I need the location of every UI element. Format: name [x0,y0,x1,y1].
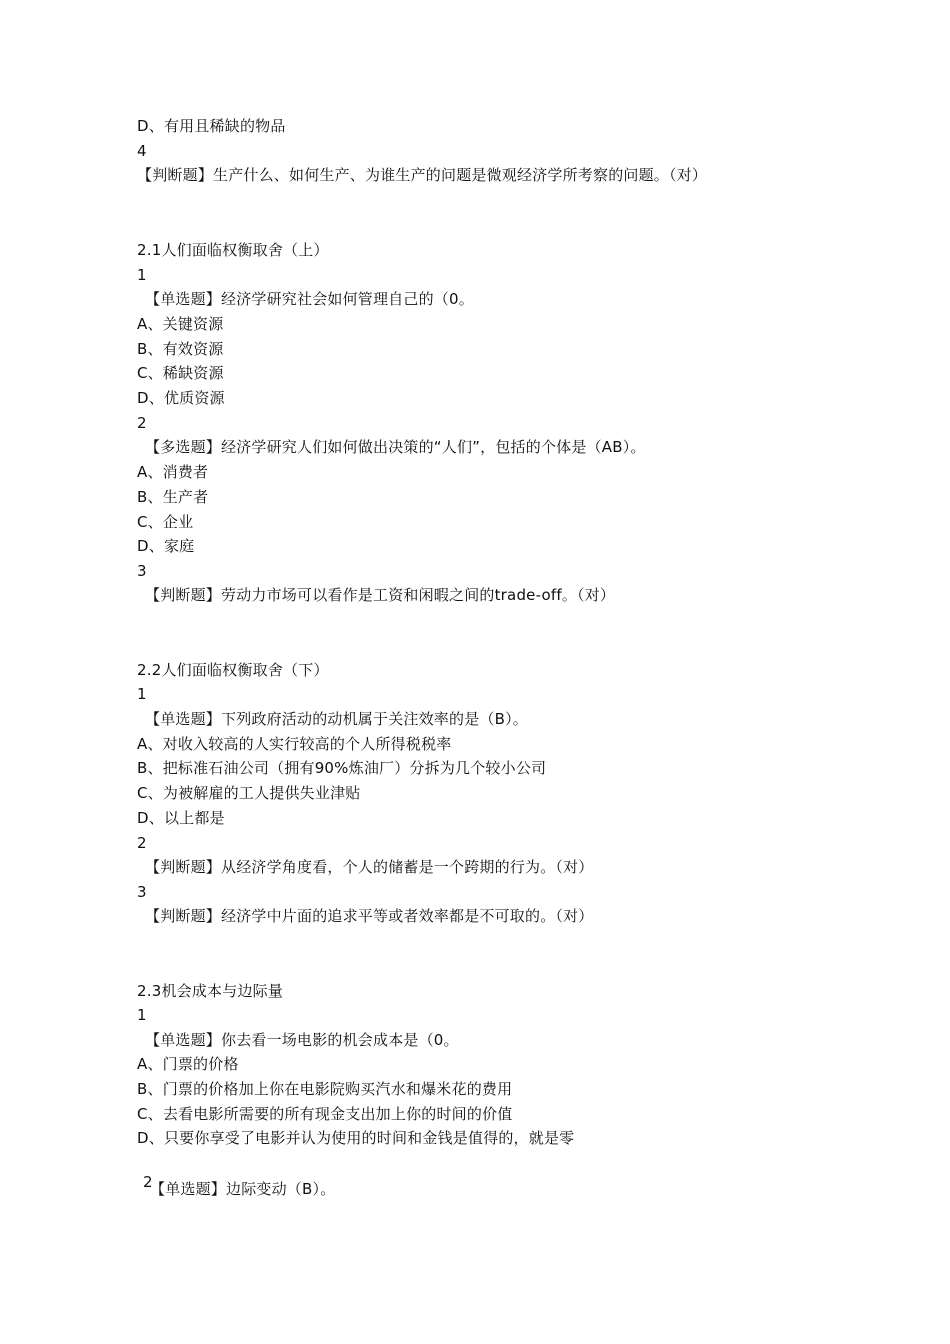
question-number: 2 [137,834,147,852]
section-title-2-3: 2.3机会成本与边际量 [137,982,284,1000]
option-line: D、以上都是 [137,809,225,827]
option-line: C、企业 [137,513,194,531]
single-choice-question: 【单选题】你去看一场电影的机会成本是（0。 [145,1031,459,1049]
question-number: 1 [137,685,147,703]
option-line: C、为被解雇的工人提供失业津贴 [137,784,361,802]
option-line: B、把标准石油公司（拥有90%炼油厂）分拆为几个较小公司 [137,759,547,777]
option-line: D、家庭 [137,537,195,555]
option-line: A、对收入较高的人实行较高的个人所得税税率 [137,735,452,753]
option-line: B、门票的价格加上你在电影院购买汽水和爆米花的费用 [137,1080,513,1098]
option-line: A、消费者 [137,463,209,481]
question-number: 3 [137,883,147,901]
option-line: B、有效资源 [137,340,224,358]
option-line: D、优质资源 [137,389,225,407]
option-d-line: D、有用且稀缺的物品 [137,117,286,135]
judgment-question: 【判断题】从经济学角度看，个人的储蓄是一个跨期的行为。（对） [145,858,594,876]
single-choice-question: 【单选题】经济学研究社会如何管理自己的（0。 [145,290,474,308]
judgment-question: 【判断题】经济学中片面的追求平等或者效率都是不可取的。（对） [145,907,594,925]
option-line: B、生产者 [137,488,209,506]
single-choice-question: 【单选题】边际变动（B）。 [150,1180,336,1198]
question-number: 2 [143,1173,153,1191]
question-number: 2 [137,414,147,432]
option-line: A、关键资源 [137,315,224,333]
question-number: 3 [137,562,147,580]
option-line: D、只要你享受了电影并认为使用的时间和金钱是值得的，就是零 [137,1129,575,1147]
option-line: C、去看电影所需要的所有现金支出加上你的时间的价值 [137,1105,513,1123]
section-title-2-2: 2.2人们面临权衡取舍（下） [137,661,329,679]
section-title-2-1: 2.1人们面临权衡取舍（上） [137,241,329,259]
judgment-question: 【判断题】生产什么、如何生产、为谁生产的问题是微观经济学所考察的问题。（对） [137,166,708,184]
question-number: 1 [137,1006,147,1024]
question-number: 1 [137,266,147,284]
single-choice-question: 【单选题】下列政府活动的动机属于关注效率的是（B）。 [145,710,528,728]
multi-choice-question: 【多选题】经济学研究人们如何做出决策的“人们”，包括的个体是（AB）。 [145,438,646,456]
question-number: 4 [137,142,147,160]
option-line: A、门票的价格 [137,1055,239,1073]
judgment-question: 【判断题】劳动力市场可以看作是工资和闲暇之间的trade-off。（对） [145,586,616,604]
option-line: C、稀缺资源 [137,364,224,382]
